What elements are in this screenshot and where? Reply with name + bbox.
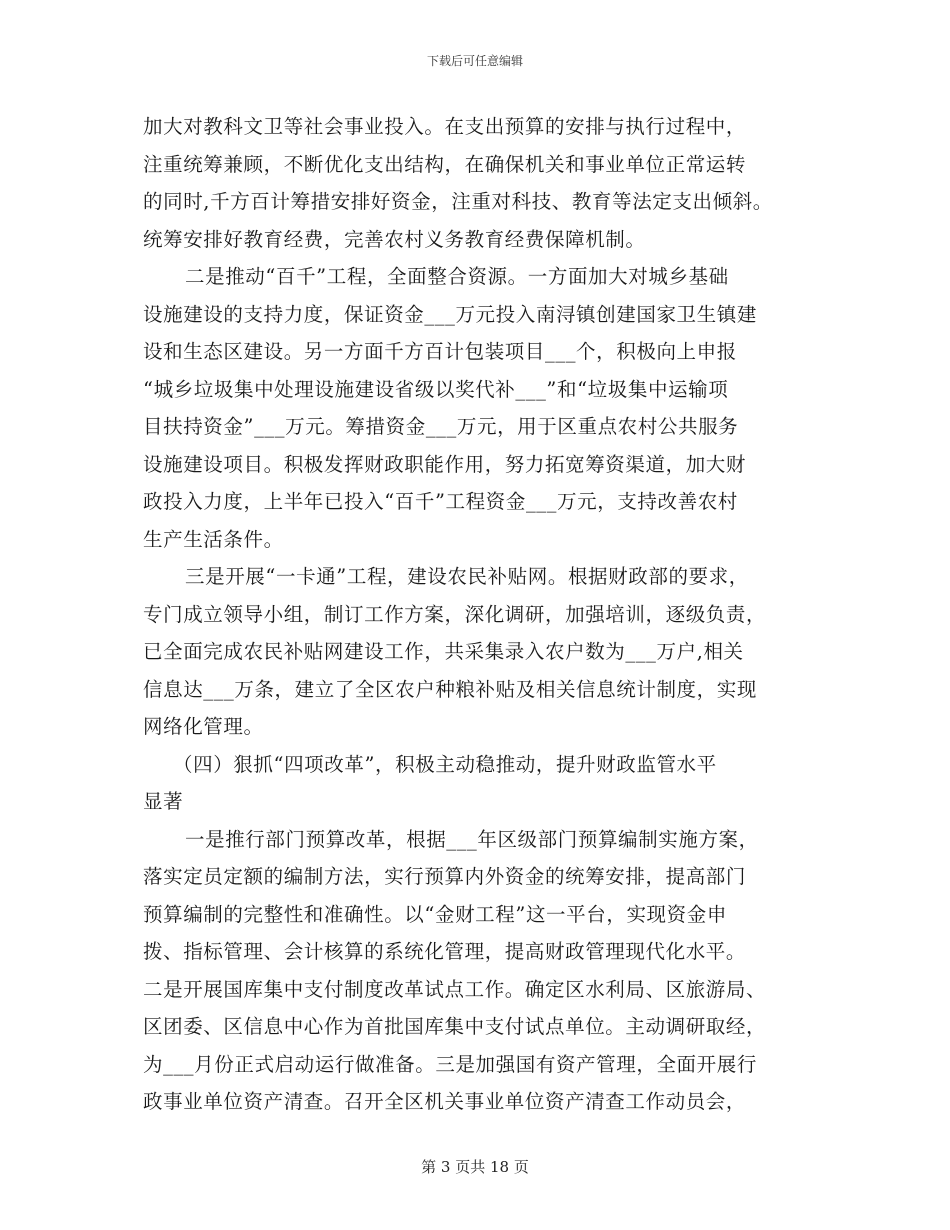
document-body — [143, 108, 833, 1121]
text-line: 拨、指标管理、会计核算的系统化管理，提高财政管理现代化水平。 — [143, 940, 747, 963]
text-line: 加大对教科文卫等社会事业投入。在支出预算的安排与执行过程中， — [143, 115, 747, 138]
text-line: 二是开展国库集中支付制度改革试点工作。确定区水利局、区旅游局、 — [143, 977, 767, 1001]
paragraph-first-line: 三是开展“一卡通”工程，建设农民补贴网。根据财政部的要求， — [185, 565, 749, 588]
text-line: 已全面完成农民补贴网建设工作，共采集录入农户数为___万户,相关 — [143, 640, 744, 663]
page-number-footer: 第 3 页共 18 页 — [421, 1158, 529, 1176]
text-line: 政投入力度，上半年已投入“百千”工程资金___万元，支持改善农村 — [143, 490, 738, 513]
section-heading-continuation: 显著 — [143, 790, 184, 813]
text-line: 设和生态区建设。另一方面千方百计包装项目___个，积极向上申报 — [143, 340, 737, 363]
text-line: 设施建设的支持力度，保证资金___万元投入南浔镇创建国家卫生镇建 — [143, 302, 757, 326]
text-line: 生产生活条件。 — [143, 527, 284, 551]
text-line: 设施建设项目。积极发挥财政职能作用，努力拓宽筹资渠道，加大财 — [143, 452, 747, 476]
text-line: 信息达___万条，建立了全区农户种粮补贴及相关信息统计制度，实现 — [143, 677, 757, 701]
text-line: 网络化管理。 — [143, 715, 264, 738]
text-line: 为___月份正式启动运行做准备。三是加强国有资产管理，全面开展行 — [143, 1052, 757, 1076]
paragraph-first-line: 二是推动“百千”工程，全面整合资源。一方面加大对城乡基础 — [185, 265, 729, 288]
text-line: 预算编制的完整性和准确性。以“金财工程”这一平台，实现资金申 — [143, 902, 727, 926]
paragraph-first-line: 一是推行部门预算改革，根据___年区级部门预算编制实施方案， — [185, 827, 759, 851]
text-line: 目扶持资金”___万元。筹措资金___万元，用于区重点农村公共服务 — [143, 415, 739, 438]
text-line: 注重统筹兼顾，不断优化支出结构，在确保机关和事业单位正常运转 — [143, 152, 747, 176]
text-line: “城乡垃圾集中处理设施建设省级以奖代补___”和“垃圾集中运输项 — [143, 377, 729, 401]
text-line: 落实定员定额的编制方法，实行预算内外资金的统筹安排，提高部门 — [143, 865, 747, 888]
text-line: 区团委、区信息中心作为首批国库集中支付试点单位。主动调研取经， — [143, 1015, 767, 1038]
text-line: 专门成立领导小组，制订工作方案，深化调研，加强培训，逐级负责， — [143, 602, 767, 626]
text-line: 政事业单位资产清查。召开全区机关事业单位资产清查工作动员会， — [143, 1090, 747, 1113]
text-line: 统筹安排好教育经费，完善农村义务教育经费保障机制。 — [143, 227, 646, 251]
section-heading: （四）狠抓“四项改革”，积极主动稳推动，提升财政监管水平 — [173, 752, 717, 776]
text-line: 的同时,千方百计筹措安排好资金，注重对科技、教育等法定支出倾斜。 — [143, 190, 773, 213]
page-header: 下载后可任意编辑 — [426, 54, 523, 68]
